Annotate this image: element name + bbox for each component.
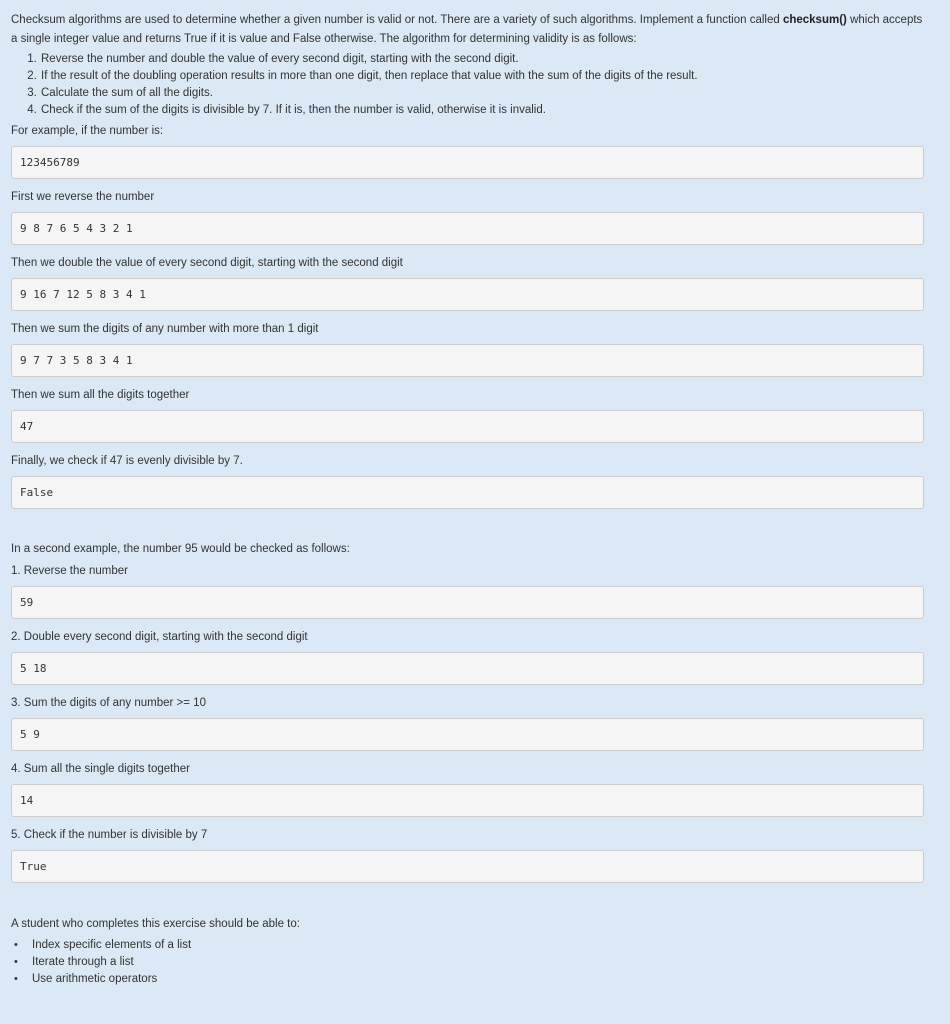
outcomes-list xyxy=(11,937,924,988)
outcome-item: • Index specific elements of a list xyxy=(32,937,924,954)
example2-step-label: 2. Double every second digit, starting with the second digit xyxy=(11,631,308,643)
example2-step-label: 3. Sum the digits of any number >= 10 xyxy=(11,697,206,709)
code-block-digit-sums: 9 7 7 3 5 8 3 4 1 xyxy=(11,344,924,377)
example1-step-label: Then we sum the digits of any number with more than 1 digit xyxy=(11,323,319,335)
code-block-doubled: 9 16 7 12 5 8 3 4 1 xyxy=(11,278,924,311)
example2-step-label: 1. Reverse the number xyxy=(11,565,128,577)
example2-intro: In a second example, the number 95 would be checked as follows: xyxy=(11,543,350,555)
step-item: 3. Calculate the sum of all the digits. xyxy=(40,85,924,102)
algorithm-steps xyxy=(11,51,924,119)
example1-step-label: Then we sum all the digits together xyxy=(11,389,190,401)
code-block-result: True xyxy=(11,850,924,883)
outcomes-intro: A student who completes this exercise should be able to: xyxy=(11,918,300,930)
example1-intro: For example, if the number is: xyxy=(11,125,164,137)
code-block-reversed: 59 xyxy=(11,586,924,619)
step-item: 2. If the result of the doubling operation results in more than one digit, then replace that value with the sum of the digits of the result. xyxy=(40,68,924,85)
code-block-result: False xyxy=(11,476,924,509)
example1-step-label: Finally, we check if 47 is evenly divisible by 7. xyxy=(11,455,243,467)
example1-step-label: First we reverse the number xyxy=(11,191,155,203)
code-block-number: 123456789 xyxy=(11,146,924,179)
intro-text-start: Checksum algorithms are used to determine whether a given number is valid or not. There are a variety of such algorithms. Implement a function called xyxy=(11,14,783,26)
intro-text-end: which accepts a single integer value and returns True if it is value and False otherwise. The algorithm for determining validity is as follows: xyxy=(11,14,923,45)
code-block-total: 14 xyxy=(11,784,924,817)
example1-step-label: Then we double the value of every second digit, starting with the second digit xyxy=(11,257,403,269)
outcome-item: • Iterate through a list xyxy=(32,954,924,971)
code-block-total: 47 xyxy=(11,410,924,443)
step-item: 1. Reverse the number and double the value of every second digit, starting with the second digit. xyxy=(40,51,924,68)
example2-step-label: 4. Sum all the single digits together xyxy=(11,763,190,775)
example2-step-label: 5. Check if the number is divisible by 7 xyxy=(11,829,208,841)
intro-paragraph xyxy=(11,0,924,49)
step-item: 4. Check if the sum of the digits is divisible by 7. If it is, then the number is valid, otherwise it is invalid. xyxy=(40,102,924,119)
code-block-digit-sums: 5 9 xyxy=(11,718,924,751)
outcome-item: • Use arithmetic operators xyxy=(32,971,924,988)
code-block-doubled: 5 18 xyxy=(11,652,924,685)
function-name: checksum() xyxy=(782,14,847,26)
code-block-reversed: 9 8 7 6 5 4 3 2 1 xyxy=(11,212,924,245)
